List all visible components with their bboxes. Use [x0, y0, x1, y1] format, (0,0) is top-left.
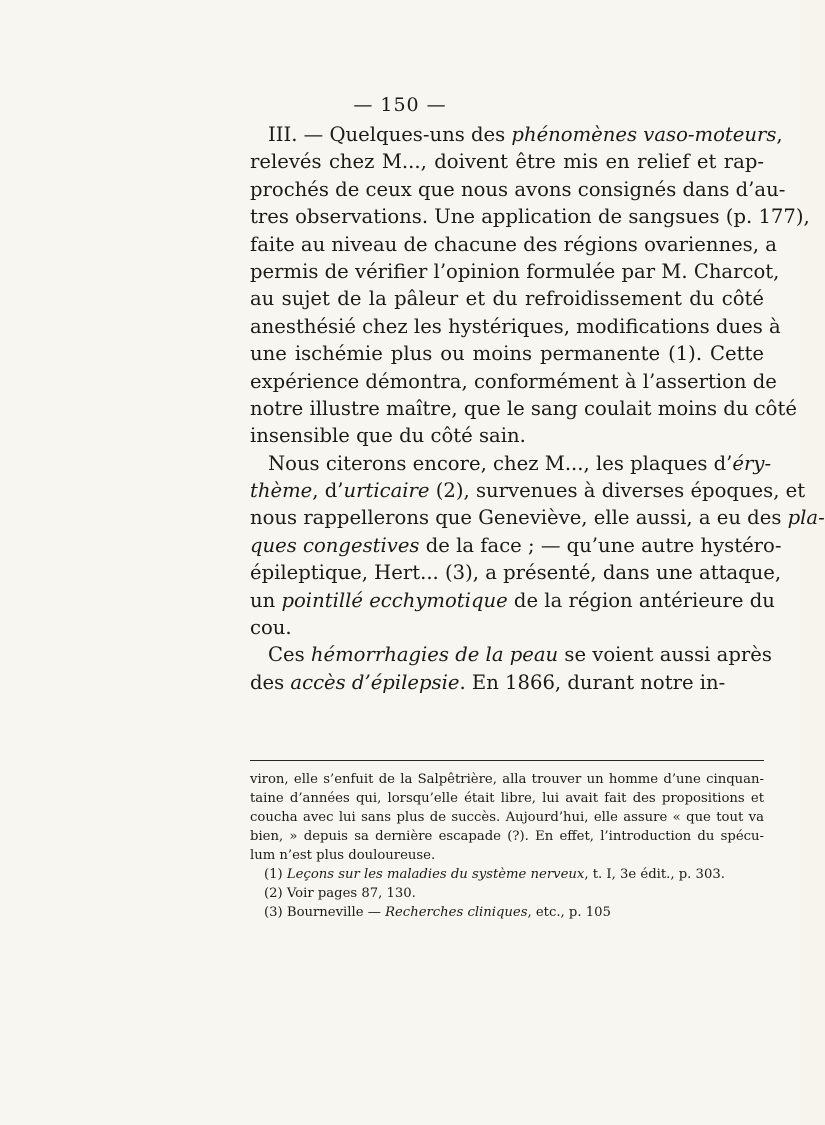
text-line: [250, 203, 810, 230]
italic-phrase: pointillé ecchymotique: [281, 588, 508, 612]
text-run: Ces: [268, 643, 311, 667]
text-run: de la région antérieure du: [507, 588, 775, 612]
footnote-3-rest: , etc., p. 105: [527, 905, 611, 920]
footnote-2: (2) Voir pages 87, 130.: [264, 886, 416, 901]
text-line: [250, 121, 783, 148]
text-line: [250, 340, 764, 367]
footnote-rule: [250, 760, 764, 761]
footnote-1-number: (1): [264, 867, 283, 882]
text-line: [250, 285, 764, 312]
main-text: [250, 121, 825, 696]
text-line: [250, 641, 772, 668]
italic-phrase: hémorrhagies de la peau: [310, 643, 559, 667]
text-line: [250, 176, 786, 203]
text-run: un: [250, 588, 282, 612]
text-run: se voient aussi après: [558, 643, 772, 667]
text-run: des: [250, 670, 291, 694]
footnote-3-prefix: (3) Bourneville —: [264, 905, 386, 920]
text-line: [250, 587, 775, 614]
italic-phrase: pla-: [787, 506, 825, 530]
text-line: [250, 231, 777, 258]
text-run: cou.: [250, 616, 292, 640]
text-line: [250, 395, 797, 422]
footnote-line: viron, elle s’enfuit de la Salpêtrière, alla trouver un homme d’une cinquan-: [250, 772, 764, 787]
italic-phrase: éry-: [732, 451, 772, 475]
text-run: expérience démontra, conformément à l’assertion de: [250, 369, 777, 393]
text-run: (2), survenues à diverses époques, et: [429, 479, 806, 503]
text-run: prochés de ceux que nous avons consignés dans d’au-: [250, 177, 786, 201]
text-line: [250, 422, 764, 449]
text-line: [250, 368, 777, 395]
text-run: . En 1866, durant notre in-: [459, 670, 726, 694]
text-run: faite au niveau de chacune des régions ovariennes, a: [250, 232, 777, 256]
text-line: [250, 477, 806, 504]
text-run: au sujet de la pâleur et du refroidissement du côté: [250, 287, 764, 311]
text-run: insensible que du côté sain.: [250, 424, 526, 448]
text-run: épileptique, Hert... (3), a présenté, dans une attaque,: [250, 561, 782, 585]
text-run: de la face ; — qu’une autre hystéro-: [419, 533, 782, 557]
text-run: Nous citerons encore, chez M..., les plaques d’: [268, 451, 733, 475]
footnote-3: [250, 903, 764, 922]
italic-phrase: urticaire: [343, 479, 430, 503]
footnotes: [250, 770, 764, 922]
footnote-line: coucha avec lui sans plus de succès. Aujourd’hui, elle assure « que tout va: [250, 810, 764, 825]
italic-phrase: accès d’épilepsie: [290, 670, 460, 694]
italic-phrase: ques congestives: [250, 533, 420, 557]
text-line: [250, 614, 764, 641]
footnote-1-rest: , t. I, 3e édit., p. 303.: [584, 867, 725, 882]
text-run: une ischémie plus ou moins permanente (1). Cette: [250, 342, 764, 366]
footnote-line: taine d’années qui, lorsqu’elle était libre, lui avait fait des propositions et: [250, 791, 764, 806]
text-run: notre illustre maître, que le sang coulait moins du côté: [250, 396, 797, 420]
text-run: nous rappellerons que Geneviève, elle aussi, a eu des: [250, 506, 788, 530]
italic-phrase: thème: [250, 479, 313, 503]
italic-phrase: phénomènes vaso-moteurs: [511, 123, 777, 146]
footnote-line: bien, » depuis sa dernière escapade (?). En effet, l’introduction du spécu-: [250, 829, 764, 844]
text-run: III. — Quelques-uns des: [268, 123, 512, 146]
text-run: permis de vérifier l’opinion formulée par M. Charcot,: [250, 259, 780, 283]
text-line: [250, 313, 781, 340]
text-run: , d’: [312, 479, 344, 503]
text-line: [250, 148, 764, 175]
text-run: relevés chez M..., doivent être mis en relief et rap-: [250, 150, 764, 174]
page-number: — 150 —: [353, 94, 447, 116]
text-line: [250, 450, 772, 477]
text-run: tres observations. Une application de sangsues (p. 177),: [250, 205, 810, 229]
text-line: [250, 532, 782, 559]
text-line: [250, 559, 782, 586]
text-run: anesthésié chez les hystériques, modifications dues à: [250, 314, 781, 338]
text-run: ,: [776, 123, 783, 146]
footnote-3-title: Recherches cliniques: [385, 905, 528, 920]
footnote-1-title: Leçons sur les maladies du système nerveux: [286, 867, 585, 882]
text-line: [250, 669, 764, 696]
text-line: [250, 504, 825, 531]
text-line: [250, 258, 780, 285]
footnote-line: lum n’est plus douloureuse.: [250, 848, 436, 863]
footnote-1: [250, 865, 764, 884]
